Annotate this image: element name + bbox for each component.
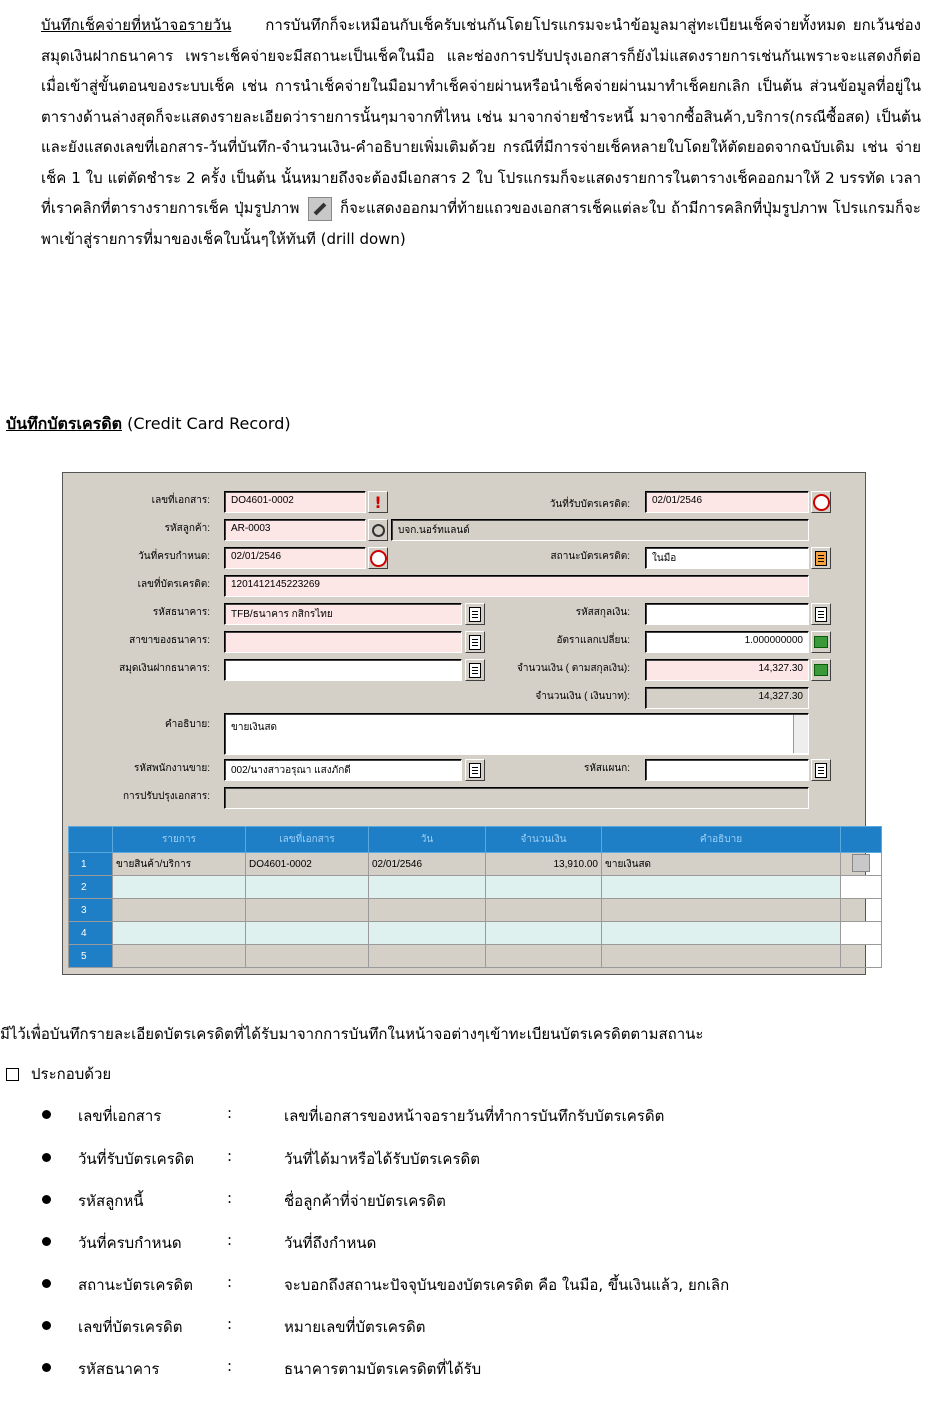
bank-field[interactable]: TFB/ธนาคาร กสิกรไทย [224, 603, 462, 625]
pencil-icon [308, 197, 332, 221]
cell-desc[interactable] [602, 945, 841, 968]
list-definition: วันที่ถึงกำหนด [284, 1234, 377, 1252]
table-row[interactable] [69, 853, 882, 876]
doc-no-label: เลขที่เอกสาร: [151, 495, 210, 506]
composed-of [6, 1062, 111, 1086]
branch-field[interactable] [224, 631, 462, 653]
customer-code-field[interactable]: AR-0003 [224, 519, 366, 541]
cell-desc[interactable]: ขายเงินสด [602, 853, 841, 876]
list-definition: ธนาคารตามบัตรเครดิตที่ได้รับ [284, 1360, 482, 1378]
cell-amount[interactable] [486, 922, 602, 945]
list-term: เลขที่เอกสาร [78, 1107, 162, 1125]
document-icon [469, 663, 481, 678]
list-colon: : [227, 1189, 233, 1207]
amount-currency-field[interactable]: 14,327.30 [645, 659, 809, 681]
cell-drilldown[interactable] [841, 922, 882, 945]
column-header-date[interactable]: วัน [369, 827, 486, 853]
row-number: 2 [69, 876, 113, 899]
cell-item[interactable] [113, 876, 246, 899]
bullet-icon [42, 1279, 51, 1288]
list-term: วันที่รับบัตรเครดิต [78, 1150, 195, 1168]
cell-amount[interactable] [486, 945, 602, 968]
intro-text-1: การบันทึกก็จะเหมือนกับเช็ครับเช่นกันโดยโปรแกรมจะนำข้อมูลมาสู่ทะเบียนเช็คจ่ายทั้งหมด ยกเว้นช่องสมุดเงินฝากธนาคาร เพราะเช็คจ่ายจะมีสถานะเป็นเช็คในมือ และช่องการปรับปรุงเอกสารก็ยังไม่แสดงรายการเช่นกันเพราะจะแสดงก็ต่อเมื่อเข้าสู่ขั้นตอนของระบบเช็ค เช่น การนำเช็คจ่ายในมือมาทำเช็คจ่ายผ่านหรือนำเช็คจ่ายผ่านมาทำเช็คยกเลิก เป็นต้น ส่วนข้อมูลที่อยู่ในตารางด้านล่างสุดก็จะแสดงรายละเอียดว่ารายการนั้นๆมาจากที่ไหน เช่น มาจากจ่ายชำระหนี้ มาจากซื้อสินค้า,บริการ(กรณีซื้อสด) เป็นต้น และยังแสดงเลขที่เอกสาร-วันที่บันทึก-จำนวนเงิน-คำอธิบายเพิ่มเติมด้วย กรณีที่มีการจ่ายเช็คหลายใบโดยให้ตัดยอดจากฉบับเดิม เช่น จ่ายเช็ค 1 ใบ แต่ตัดชำระ 2 ครั้ง เป็นต้น นั้นหมายถึงจะต้องมีเอกสาร 2 ใบ โปรแกรมก็จะแสดงรายการในตารางเช็คออกมาให้ 2 บรรทัด เวลาที่เราคลิกที่ตารางรายการเช็ค ปุ่มรูปภาพ [41, 16, 922, 217]
document-icon [815, 607, 827, 622]
cell-amount[interactable] [486, 899, 602, 922]
bullet-icon [42, 1195, 51, 1204]
search-icon [372, 524, 385, 537]
bank-lookup-button[interactable] [465, 603, 485, 625]
section-description: มีไว้เพื่อบันทึกรายละเอียดบัตรเครดิตที่ได้รับมาจากการบันทึกในหน้าจอต่างๆเข้าทะเบียนบัตรเครดิตตามสถานะ [0, 1025, 704, 1043]
list-definition: วันที่ได้มาหรือได้รับบัตรเครดิต [284, 1150, 480, 1168]
adjust-field [224, 787, 809, 809]
salesman-lookup-button[interactable] [465, 759, 485, 781]
cell-doc[interactable]: DO4601-0002 [246, 853, 369, 876]
status-label: สถานะบัตรเครดิต: [550, 551, 630, 562]
list-colon: : [227, 1231, 233, 1249]
currency-label: รหัสสกุลเงิน: [575, 607, 630, 618]
currency-lookup-button[interactable] [811, 603, 831, 625]
row-number: 1 [69, 853, 113, 876]
cell-amount[interactable] [486, 876, 602, 899]
doc-no-alert-button[interactable] [368, 491, 388, 513]
remark-label: คำอธิบาย: [164, 719, 210, 730]
section-title [6, 412, 291, 437]
row-number: 4 [69, 922, 113, 945]
cell-desc[interactable] [602, 899, 841, 922]
calendar-clock-icon [370, 550, 387, 567]
cell-doc[interactable] [246, 922, 369, 945]
cell-item[interactable] [113, 945, 246, 968]
intro-text-2: ก็จะแสดงออกมาที่ท้ายแถวของเอกสารเช็คแต่ละใบ ถ้ามีการคลิกที่ปุ่มรูปภาพ โปรแกรมก็จะพาเข้าสู่รายการที่มาของเช็คใบนั้นๆให้ทันที (drill down) [41, 199, 921, 248]
row-number-header [69, 827, 113, 853]
remark-field[interactable]: ขายเงินสด [224, 713, 809, 755]
intro-heading: บันทึกเช็คจ่ายที่หน้าจอรายวัน [41, 16, 232, 34]
list-term: วันที่ครบกำหนด [78, 1234, 182, 1252]
received-date-picker-button[interactable] [811, 491, 831, 513]
received-date-label: วันที่รับบัตรเครดิต: [549, 499, 630, 510]
composed-of-label: ประกอบด้วย [31, 1065, 112, 1083]
document-icon [469, 635, 481, 650]
amount-calc-button[interactable] [811, 659, 831, 681]
intro-paragraph [41, 10, 921, 254]
document-icon [815, 551, 827, 566]
branch-lookup-button[interactable] [465, 631, 485, 653]
rate-label: อัตราแลกเปลี่ยน: [556, 635, 630, 646]
column-header-desc[interactable]: คำอธิบาย [602, 827, 841, 853]
cell-drilldown[interactable] [841, 853, 882, 876]
department-label: รหัสแผนก: [583, 763, 630, 774]
pencil-icon[interactable] [852, 854, 870, 872]
customer-name-field: บจก.นอร์ทแลนด์ [391, 519, 809, 541]
table-row[interactable] [69, 945, 882, 968]
customer-label: รหัสลูกค้า: [164, 523, 210, 534]
customer-search-button[interactable] [368, 519, 388, 541]
cell-desc[interactable] [602, 876, 841, 899]
passbook-label: สมุดเงินฝากธนาคาร: [119, 663, 210, 674]
cell-drilldown[interactable] [841, 876, 882, 899]
amount-thb-field: 14,327.30 [645, 687, 809, 709]
passbook-lookup-button[interactable] [465, 659, 485, 681]
row-number: 3 [69, 899, 113, 922]
calculator-icon [814, 664, 828, 676]
cell-item[interactable] [113, 922, 246, 945]
department-lookup-button[interactable] [811, 759, 831, 781]
calendar-clock-icon [813, 494, 830, 511]
list-definition: ชื่อลูกค้าที่จ่ายบัตรเครดิต [284, 1192, 446, 1210]
cell-date[interactable]: 02/01/2546 [369, 853, 486, 876]
list-definition: จะบอกถึงสถานะปัจจุบันของบัตรเครดิต คือ ในมือ, ขึ้นเงินแล้ว, ยกเลิก [284, 1276, 730, 1294]
branch-label: สาขาของธนาคาร: [129, 635, 210, 646]
calculator-icon [814, 636, 828, 648]
salesman-label: รหัสพนักงานขาย: [134, 763, 210, 774]
bullet-icon [42, 1237, 51, 1246]
document-icon [469, 763, 481, 778]
list-colon: : [227, 1315, 233, 1333]
rate-field[interactable]: 1.000000000 [645, 631, 809, 653]
list-colon: : [227, 1104, 233, 1122]
cell-desc[interactable] [602, 922, 841, 945]
cell-doc[interactable] [246, 899, 369, 922]
doc-no-field[interactable]: DO4601-0002 [224, 491, 366, 513]
column-header-doc[interactable]: เลขที่เอกสาร [246, 827, 369, 853]
cell-doc[interactable] [246, 876, 369, 899]
document-icon [815, 763, 827, 778]
cell-date[interactable] [369, 876, 486, 899]
cell-date[interactable] [369, 922, 486, 945]
list-term: เลขที่บัตรเครดิต [78, 1318, 183, 1336]
list-term: รหัสลูกหนี้ [78, 1192, 144, 1210]
exclamation-icon: ! [374, 492, 382, 512]
card-no-field[interactable]: 1201412145223269 [224, 575, 809, 597]
cell-date[interactable] [369, 899, 486, 922]
card-no-label: เลขที่บัตรเครดิต: [137, 579, 210, 590]
list-term: สถานะบัตรเครดิต [78, 1276, 193, 1294]
bullet-icon [42, 1153, 51, 1162]
column-header-item[interactable]: รายการ [113, 827, 246, 853]
table-row[interactable] [69, 899, 882, 922]
received-date-field[interactable]: 02/01/2546 [645, 491, 809, 513]
due-date-picker-button[interactable] [368, 547, 388, 569]
list-colon: : [227, 1273, 233, 1291]
list-definition: เลขที่เอกสารของหน้าจอรายวันที่ทำการบันทึกรับบัตรเครดิต [284, 1107, 665, 1125]
bullet-icon [42, 1110, 51, 1119]
list-term: รหัสธนาคาร [78, 1360, 160, 1378]
list-colon: : [227, 1357, 233, 1375]
cell-date[interactable] [369, 945, 486, 968]
status-field[interactable]: ในมือ [645, 547, 809, 569]
amount-thb-label: จำนวนเงิน ( เงินบาท): [535, 691, 630, 702]
due-date-label: วันที่ครบกำหนด: [138, 551, 210, 562]
passbook-field[interactable] [224, 659, 462, 681]
rate-calc-button[interactable] [811, 631, 831, 653]
due-date-field[interactable]: 02/01/2546 [224, 547, 366, 569]
list-colon: : [227, 1147, 233, 1165]
document-table [68, 826, 882, 968]
cell-drilldown[interactable] [841, 945, 882, 968]
document-icon [469, 607, 481, 622]
salesman-field[interactable]: 002/นางสาวอรุณา แสงภักดี [224, 759, 462, 781]
cell-item[interactable]: ขายสินค้า/บริการ [113, 853, 246, 876]
bullet-icon [42, 1363, 51, 1372]
list-definition: หมายเลขที่บัตรเครดิต [284, 1318, 426, 1336]
row-number: 5 [69, 945, 113, 968]
table-row[interactable] [69, 922, 882, 945]
checkbox-bullet-icon [6, 1068, 19, 1081]
department-field[interactable] [645, 759, 809, 781]
currency-field[interactable] [645, 603, 809, 625]
cell-amount[interactable]: 13,910.00 [486, 853, 602, 876]
column-header-action [841, 827, 882, 853]
table-row[interactable] [69, 876, 882, 899]
amount-cur-label: จำนวนเงิน ( ตามสกุลเงิน): [516, 663, 630, 674]
adjust-label: การปรับปรุงเอกสาร: [122, 791, 210, 802]
bank-label: รหัสธนาคาร: [152, 607, 210, 618]
cell-drilldown[interactable] [841, 899, 882, 922]
cell-doc[interactable] [246, 945, 369, 968]
cell-item[interactable] [113, 899, 246, 922]
bullet-icon [42, 1321, 51, 1330]
remark-scrollbar[interactable] [793, 715, 808, 753]
status-button[interactable] [811, 547, 831, 569]
section-title-main: บันทึกบัตรเครดิต [6, 414, 123, 433]
section-title-sub: (Credit Card Record) [127, 414, 291, 433]
column-header-amount[interactable]: จำนวนเงิน [486, 827, 602, 853]
